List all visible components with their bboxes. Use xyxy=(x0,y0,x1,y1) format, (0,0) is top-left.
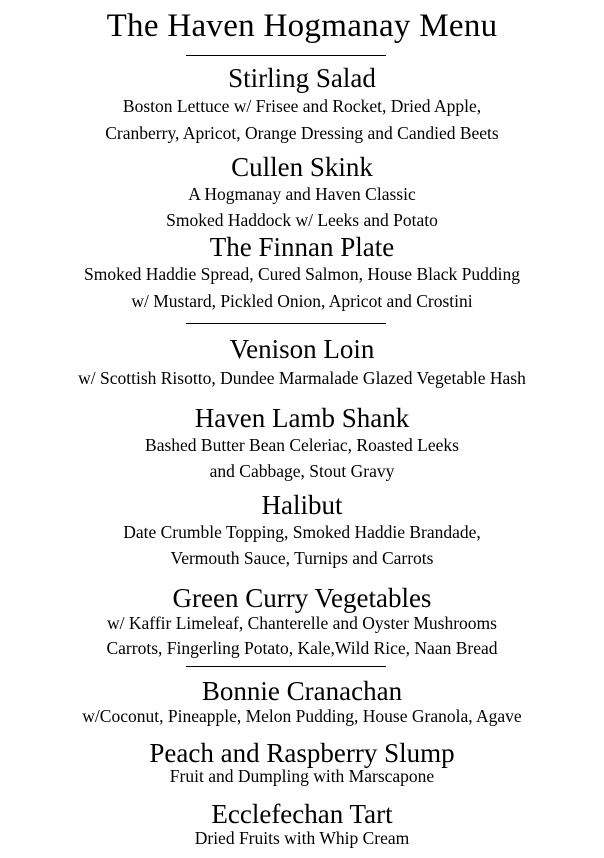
dish-name-peach-and-raspberry-slump: Peach and Raspberry Slump xyxy=(149,738,455,768)
dish-name-green-curry-vegetables: Green Curry Vegetables xyxy=(172,583,432,613)
dish-desc-line: w/ Mustard, Pickled Onion, Apricot and Crostini xyxy=(131,291,473,311)
dish-name-haven-lamb-shank: Haven Lamb Shank xyxy=(194,403,410,433)
dish-name-ecclefechan-tart: Ecclefechan Tart xyxy=(211,799,393,829)
dish-desc-line: Cranberry, Apricot, Orange Dressing and Candied Beets xyxy=(105,123,499,143)
dish-name-venison-loin: Venison Loin xyxy=(229,334,375,364)
dish-desc-line: Bashed Butter Bean Celeriac, Roasted Leeks xyxy=(145,435,459,455)
dish-desc-line: Vermouth Sauce, Turnips and Carrots xyxy=(170,548,434,568)
dish-name-bonnie-cranachan: Bonnie Cranachan xyxy=(201,676,403,706)
dish-desc-line: Smoked Haddock w/ Leeks and Potato xyxy=(166,210,438,230)
dish-desc-line: w/ Scottish Risotto, Dundee Marmalade Glazed Vegetable Hash xyxy=(78,368,526,388)
dish-name-halibut: Halibut xyxy=(261,490,343,520)
dish-desc-line: w/ Kaffir Limeleaf, Chanterelle and Oyster Mushrooms xyxy=(107,613,497,633)
dish-desc-line: Smoked Haddie Spread, Cured Salmon, House Black Pudding xyxy=(84,264,520,284)
dish-desc-line: Dried Fruits with Whip Cream xyxy=(194,828,410,848)
menu-title: The Haven Hogmanay Menu xyxy=(106,8,498,44)
dish-desc-line: Carrots, Fingerling Potato, Kale,Wild Rice, Naan Bread xyxy=(106,638,498,658)
dish-name-cullen-skink: Cullen Skink xyxy=(231,152,373,182)
section-divider xyxy=(186,55,386,56)
dish-desc-line: w/Coconut, Pineapple, Melon Pudding, House Granola, Agave xyxy=(82,706,522,726)
dish-desc-line: and Cabbage, Stout Gravy xyxy=(209,461,395,481)
dish-desc-line: Date Crumble Topping, Smoked Haddie Brandade, xyxy=(123,522,481,542)
section-divider xyxy=(186,323,386,324)
section-divider xyxy=(186,666,386,667)
dish-name-stirling-salad: Stirling Salad xyxy=(228,63,376,93)
dish-desc-line: Boston Lettuce w/ Frisee and Rocket, Dried Apple, xyxy=(122,96,482,116)
dish-desc-line: A Hogmanay and Haven Classic xyxy=(188,184,416,204)
dish-desc-line: Fruit and Dumpling with Marscapone xyxy=(169,766,435,786)
dish-name-the-finnan-plate: The Finnan Plate xyxy=(209,232,395,262)
